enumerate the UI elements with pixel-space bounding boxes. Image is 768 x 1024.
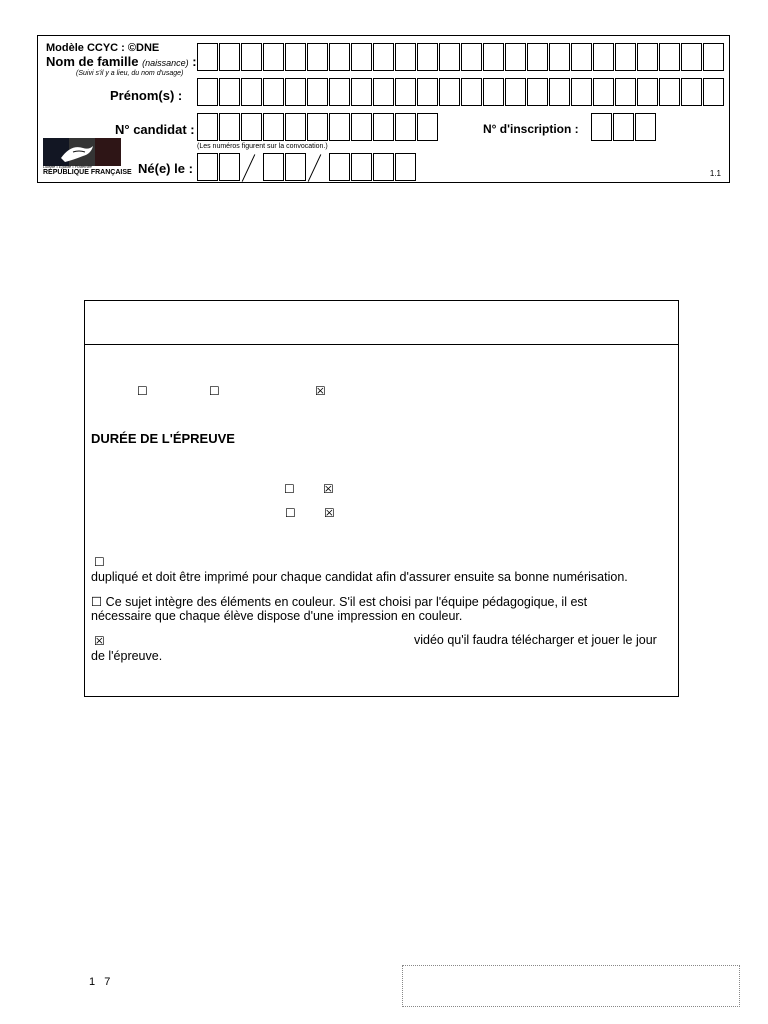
video-text-2: de l'épreuve.	[91, 649, 163, 663]
checkbox-duree-1-yes[interactable]: ☒	[323, 482, 334, 496]
marianne-logo-icon	[43, 138, 121, 166]
couleur-text: ☐ Ce sujet intègre des éléments en couleur. S'il est choisi par l'équipe pédagogique, il est	[91, 595, 588, 609]
devise-text: Liberté • Égalité • Fraternité	[43, 164, 92, 169]
inscription-label: N° d'inscription :	[483, 122, 579, 136]
date-separator	[308, 154, 322, 182]
subject-title-bar	[85, 301, 678, 345]
checkbox-duree-2-no[interactable]: ☐	[285, 506, 296, 520]
date-separator	[242, 154, 256, 182]
nom-boxes[interactable]	[197, 43, 725, 71]
mois-boxes[interactable]	[263, 153, 307, 181]
candidat-label: N° candidat :	[115, 122, 195, 137]
jour-boxes[interactable]	[197, 153, 241, 181]
republique-francaise-text: RÉPUBLIQUE FRANÇAISE	[43, 169, 132, 176]
candidat-boxes[interactable]	[197, 113, 439, 141]
nom-note: (Suivi s'il y a lieu, du nom d'usage)	[76, 70, 184, 77]
checkbox-option-1[interactable]: ☐	[137, 384, 148, 398]
nom-label: Nom de famille (naissance) :	[46, 54, 197, 69]
couleur-text-2: nécessaire que chaque élève dispose d'une impression en couleur.	[91, 609, 463, 623]
footer-code-box	[402, 965, 740, 1007]
video-text: vidéo qu'il faudra télécharger et jouer le jour	[414, 633, 657, 647]
subject-info-box	[84, 300, 679, 697]
page-number: 1 7	[89, 976, 111, 988]
candidate-header-form	[37, 35, 730, 183]
checkbox-option-2[interactable]: ☐	[209, 384, 220, 398]
checkbox-duree-2-yes[interactable]: ☒	[324, 506, 335, 520]
duree-title: DURÉE DE L'ÉPREUVE	[91, 431, 235, 446]
modele-label: Modèle CCYC : ©DNE	[46, 42, 160, 54]
prenom-label: Prénom(s) :	[110, 88, 183, 103]
candidat-note: (Les numéros figurent sur la convocation.)	[197, 143, 328, 150]
checkbox-option-3[interactable]: ☒	[315, 384, 326, 398]
naissance-label: Né(e) le :	[138, 161, 193, 176]
checkbox-video[interactable]: ☒	[94, 634, 105, 648]
duplique-text: dupliqué et doit être imprimé pour chaque candidat afin d'assurer ensuite sa bonne numérisation.	[91, 570, 628, 584]
version-number: 1.1	[709, 169, 721, 178]
checkbox-duree-1-no[interactable]: ☐	[284, 482, 295, 496]
checkbox-duplique[interactable]: ☐	[94, 555, 105, 569]
prenom-boxes[interactable]	[197, 78, 725, 106]
nom-naissance: (naissance)	[142, 58, 189, 68]
inscription-boxes[interactable]	[591, 113, 657, 141]
annee-boxes[interactable]	[329, 153, 417, 181]
